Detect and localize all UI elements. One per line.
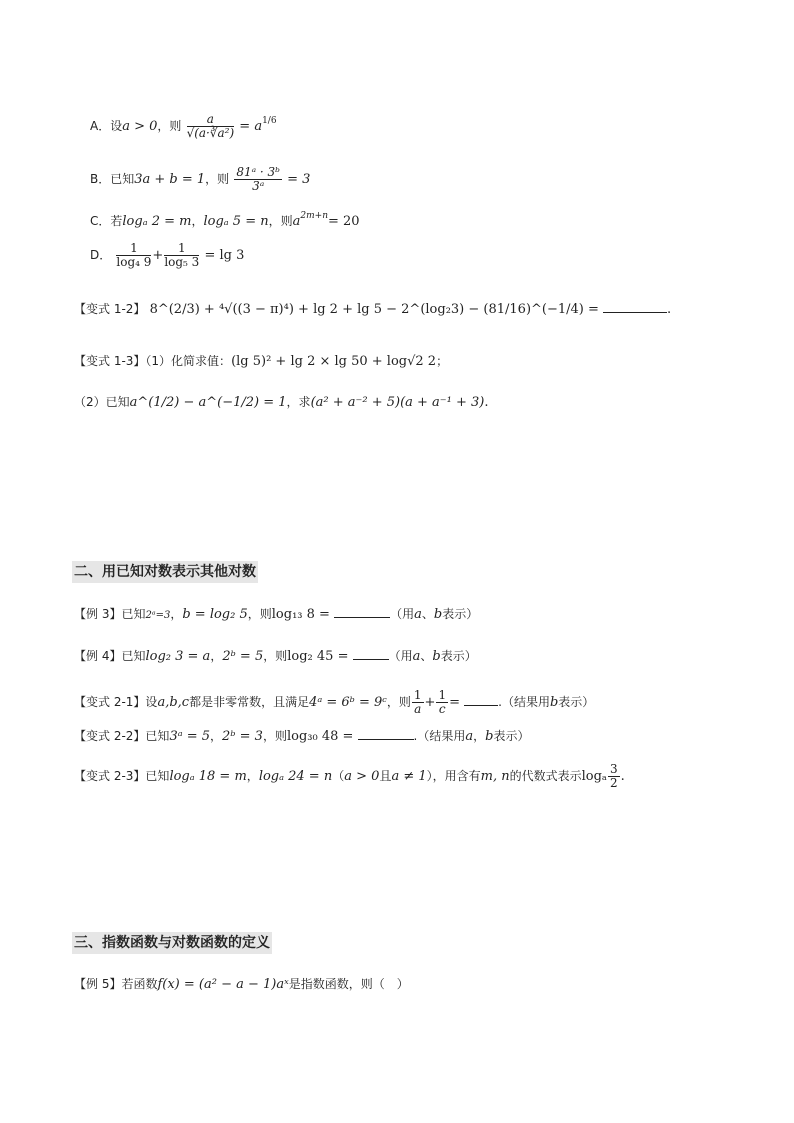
- variant-2-1-equals: =: [449, 695, 460, 710]
- option-c-label: C．若: [90, 214, 123, 228]
- example-3-text-2: ，: [170, 607, 183, 621]
- example-4-question: log₂ 45 =: [287, 649, 349, 664]
- variant-2-2-condition-1: 3ᵃ = 5: [169, 729, 211, 744]
- option-c-rhs: = 20: [328, 214, 360, 229]
- section-heading-2: 二、用已知对数表示其他对数: [72, 561, 258, 583]
- variant-1-3-p1-label: （1）化简求值：: [145, 354, 232, 368]
- variant-1-3-p2-condition: a^(1/2) − a^(−1/2) = 1: [129, 395, 287, 410]
- option-c-then: ，则: [268, 214, 293, 228]
- example-5-text-2: 是指数函数，则（ ）: [288, 977, 409, 991]
- variant-2-1-fraction-1: [412, 689, 424, 716]
- example-3-text-5: 、: [421, 607, 434, 621]
- example-3-text-6: 表示）: [442, 607, 479, 621]
- variant-2-3-question: logₐ: [581, 769, 607, 784]
- variant-1-3-p2-end: .: [484, 395, 489, 410]
- variant-2-2-text-4: .（结果用: [413, 729, 466, 743]
- option-d-plus: +: [152, 248, 164, 263]
- answer-blank[interactable]: [334, 605, 390, 618]
- variant-2-3-condition-1: logₐ 18 = m: [169, 769, 247, 784]
- variant-2-2-question: log₃₀ 48 =: [286, 729, 354, 744]
- variant-2-1-f1-numerator: 1: [413, 688, 422, 702]
- variant-2-1-text-4: .（结果用: [498, 695, 550, 709]
- option-d-f1-numerator: 1: [116, 242, 151, 256]
- variant-2-2-var-a: a: [465, 729, 474, 744]
- example-4-text-2: ，: [210, 649, 223, 663]
- variant-1-3-p2-mid: ，求: [286, 395, 311, 409]
- answer-blank[interactable]: [353, 647, 389, 660]
- variant-1-3-p2-label: （2）已知: [74, 395, 130, 409]
- option-c: [90, 207, 360, 231]
- variant-2-3-condition-3: a > 0: [344, 769, 380, 784]
- example-3-tag: 【例 3】: [74, 607, 122, 621]
- option-a-denominator: √(a·∛a²): [186, 126, 235, 140]
- example-5-tag: 【例 5】: [74, 977, 122, 991]
- variant-2-1-f1-denominator: a: [414, 702, 422, 716]
- variant-2-1-f2-numerator: 1: [438, 688, 447, 702]
- variant-2-3-end: .: [620, 769, 625, 784]
- variant-2-2-text-5: ，: [473, 729, 486, 743]
- option-d: [90, 242, 244, 269]
- variant-2-2-text-2: ，: [210, 729, 223, 743]
- variant-2-2-text-3: ，则: [262, 729, 287, 743]
- option-d-f2-denominator: log₅ 3: [164, 255, 200, 269]
- example-3-text-3: ，则: [247, 607, 272, 621]
- example-3: [74, 605, 478, 625]
- option-b: [90, 166, 310, 193]
- variant-2-3-fraction: [608, 763, 620, 790]
- variant-2-1-tag: 【变式 2-1】: [74, 695, 146, 709]
- variant-2-1-var-b: b: [549, 695, 559, 710]
- variant-1-3-p1-expression: (lg 5)² + lg 2 × lg 50 + log√2 2: [231, 354, 437, 369]
- variant-1-3-part-1: [74, 352, 448, 371]
- option-d-rhs: = lg 3: [204, 248, 245, 263]
- variant-1-2: [74, 300, 671, 319]
- section-heading-3: 三、指数函数与对数函数的定义: [72, 932, 272, 954]
- example-5: [74, 975, 409, 994]
- option-b-denominator: 3ᵃ: [252, 179, 265, 193]
- variant-2-1-text-2: 都是非零常数，且满足: [189, 695, 310, 709]
- variant-1-2-expression: 8^(2/3) + ⁴√((3 − π)⁴) + lg 2 + lg 5 − 2^(log₂3) − (81/16)^(−1/4) =: [149, 302, 599, 317]
- option-a-label: A．设: [90, 119, 123, 133]
- variant-2-1-text-3: ，则: [386, 695, 411, 709]
- example-5-expression: f(x) = (a² − a − 1)aˣ: [157, 977, 289, 992]
- variant-2-1-condition: 4ᵃ = 6ᵇ = 9ᶜ: [309, 695, 387, 710]
- option-a-condition: a > 0: [122, 119, 158, 134]
- example-4-text-1: 已知: [121, 649, 146, 663]
- variant-2-3-condition-4: a ≠ 1: [391, 769, 427, 784]
- variant-2-1-fraction-2: [436, 689, 448, 716]
- example-4-var-a: a: [412, 649, 421, 664]
- option-b-then: ，则: [205, 172, 230, 186]
- variant-2-1-text-1: 设: [145, 695, 158, 709]
- example-3-var-b: b: [433, 607, 443, 622]
- variant-2-3-text-6: 的代数式表示: [509, 769, 582, 783]
- variant-2-2: [74, 727, 530, 746]
- variant-2-3-text-1: 已知: [145, 769, 170, 783]
- variant-2-2-tag: 【变式 2-2】: [74, 729, 146, 743]
- example-4-tag: 【例 4】: [74, 649, 122, 663]
- example-4-condition-1: log₂ 3 = a: [145, 649, 211, 664]
- example-3-text-4: （用: [390, 607, 415, 621]
- option-c-premise-2: logₐ 5 = n: [203, 214, 269, 229]
- variant-2-3-text-3: （: [332, 769, 345, 783]
- variant-2-1-vars: a,b,c: [157, 695, 190, 710]
- option-d-f1-denominator: log₄ 9: [116, 255, 152, 269]
- variant-1-2-end: .: [667, 302, 672, 317]
- example-4-text-5: 、: [420, 649, 433, 663]
- option-a-fraction: [187, 113, 235, 140]
- variant-1-3-part-2: [74, 393, 489, 412]
- variant-2-3-denominator: 2: [609, 776, 618, 790]
- variant-2-3-text-5: ），用含有: [426, 769, 481, 783]
- variant-2-3-numerator: 3: [609, 762, 618, 776]
- example-3-question: log₁₃ 8 =: [271, 607, 330, 622]
- option-c-separator: ，: [191, 214, 204, 228]
- variant-2-3-vars: m, n: [480, 769, 510, 784]
- variant-1-3-tag: 【变式 1-3】: [74, 354, 146, 368]
- variant-1-2-tag: 【变式 1-2】: [74, 302, 146, 316]
- option-d-fraction-1: [116, 242, 151, 269]
- variant-2-1-text-5: 表示）: [558, 695, 595, 709]
- variant-2-3-text-4: 且: [379, 769, 392, 783]
- variant-2-3-tag: 【变式 2-3】: [74, 769, 146, 783]
- example-4-condition-2: 2ᵇ = 5: [222, 649, 264, 664]
- example-5-text-1: 若函数: [121, 977, 158, 991]
- example-4-text-4: （用: [388, 649, 413, 663]
- variant-2-1-f2-denominator: c: [438, 702, 446, 716]
- option-a-then: ，则: [157, 119, 182, 133]
- option-c-base: a: [292, 214, 301, 229]
- option-c-premise-1: logₐ 2 = m: [122, 214, 192, 229]
- option-d-f2-numerator: 1: [164, 242, 199, 256]
- example-4-var-b: b: [432, 649, 441, 664]
- option-c-exponent: 2m+n: [300, 211, 328, 221]
- example-4-text-3: ，则: [263, 649, 288, 663]
- option-a-rhs: = a: [239, 119, 263, 134]
- example-3-condition-1: 2ᵃ=3: [145, 610, 171, 621]
- option-d-label: D．: [90, 248, 112, 262]
- example-4-text-6: 表示）: [440, 649, 477, 663]
- option-b-rhs: = 3: [287, 172, 311, 187]
- option-a-exponent: 1/6: [262, 116, 277, 126]
- option-b-fraction: [234, 166, 282, 193]
- variant-2-2-text-6: 表示）: [493, 729, 530, 743]
- variant-2-2-text-1: 已知: [145, 729, 170, 743]
- option-d-fraction-2: [164, 242, 199, 269]
- option-a: [90, 112, 277, 140]
- variant-2-3: [74, 763, 625, 790]
- variant-1-3-p2-expression: (a² + a⁻² + 5)(a + a⁻¹ + 3): [310, 395, 485, 410]
- variant-2-1: [74, 689, 594, 716]
- answer-blank[interactable]: [358, 727, 414, 740]
- example-3-condition-2: b = log₂ 5: [182, 607, 248, 622]
- example-4: [74, 647, 477, 666]
- variant-2-3-text-2: ，: [246, 769, 259, 783]
- variant-2-2-condition-2: 2ᵇ = 3: [222, 729, 263, 744]
- option-b-label: B．已知: [90, 172, 135, 186]
- variant-2-3-condition-2: logₐ 24 = n: [258, 769, 333, 784]
- variant-2-1-plus: +: [424, 695, 436, 710]
- variant-2-2-var-b: b: [485, 729, 494, 744]
- answer-blank[interactable]: [464, 693, 498, 706]
- example-3-var-a: a: [414, 607, 422, 622]
- variant-1-3-p1-end: ；: [436, 354, 449, 368]
- answer-blank[interactable]: [603, 300, 667, 313]
- example-3-text-1: 已知: [121, 607, 146, 621]
- option-b-numerator: 81ᵃ · 3ᵇ: [236, 165, 280, 179]
- option-a-numerator: a: [187, 113, 235, 127]
- option-b-condition: 3a + b = 1: [134, 172, 206, 187]
